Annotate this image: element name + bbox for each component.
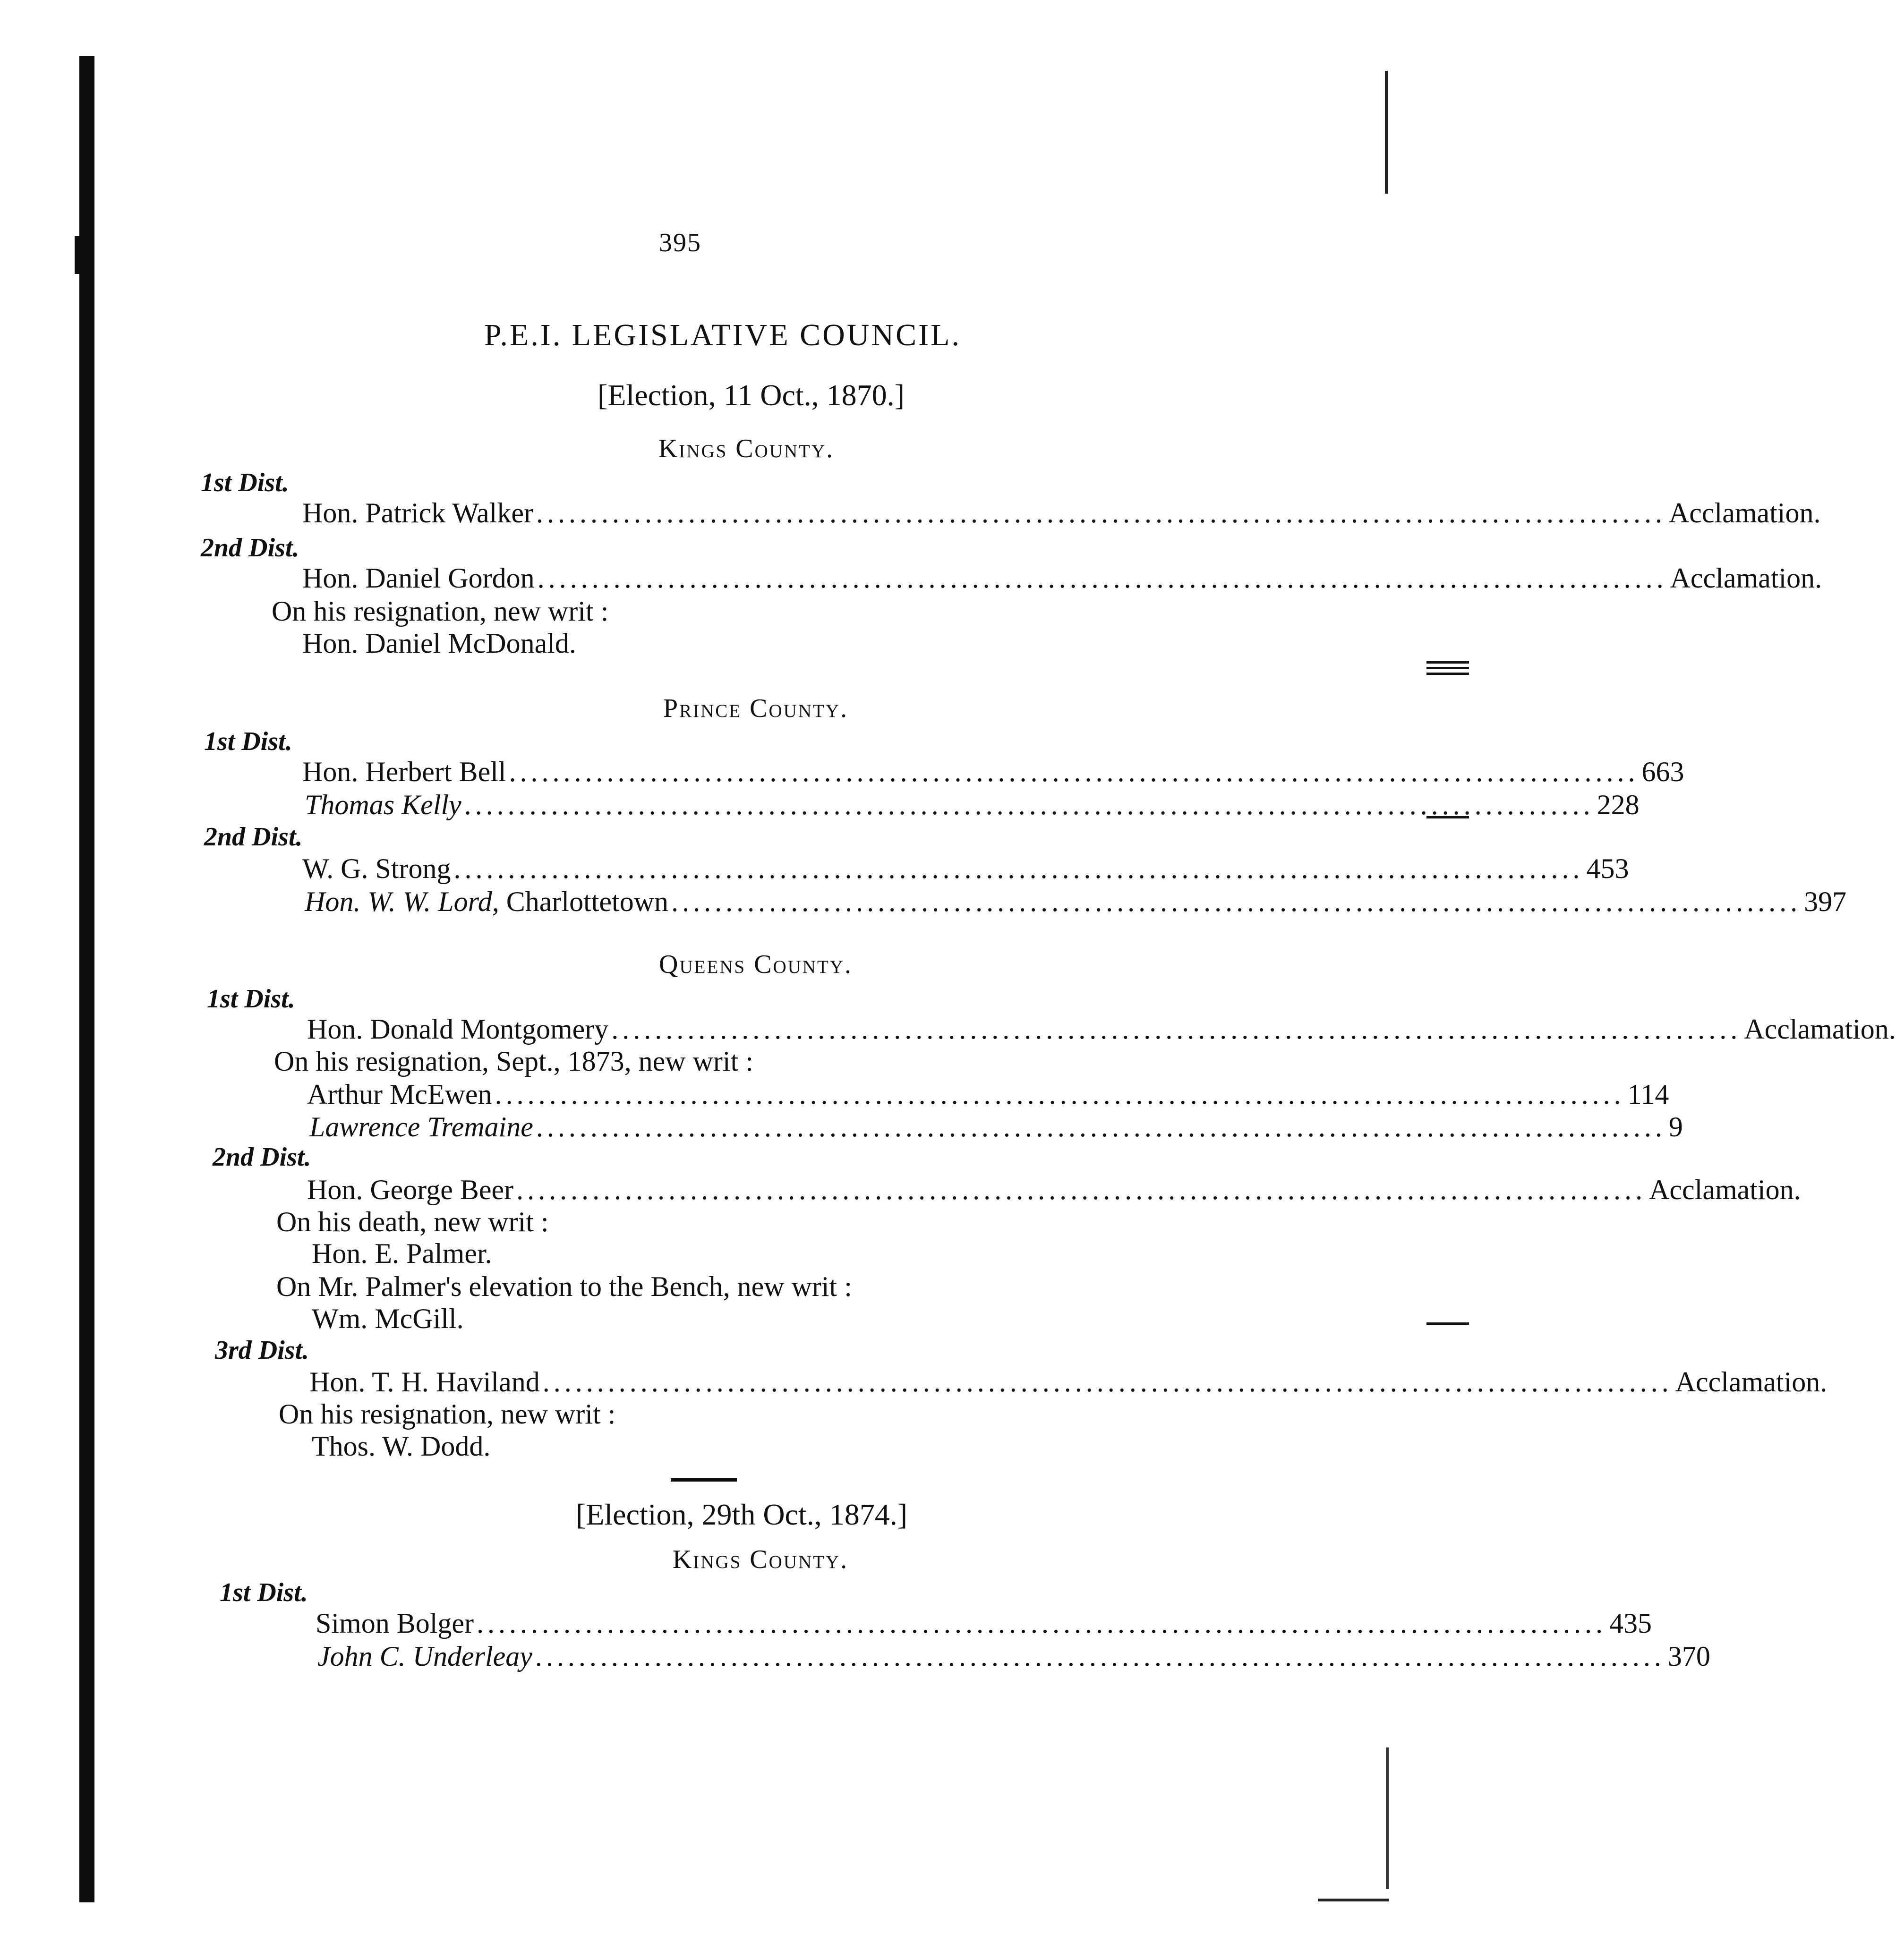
leader-dots: ........................................................................................................: [536, 497, 1666, 528]
candidate-entry: [305, 789, 1640, 821]
candidate-entry: [309, 1366, 1828, 1398]
leader-dots: ........................................................................................................: [537, 562, 1667, 594]
district-label: 2nd Dist.: [204, 822, 303, 852]
county-heading: Kings County.: [658, 434, 835, 463]
candidate-result: 663: [1641, 756, 1684, 787]
county-heading: Kings County.: [672, 1545, 849, 1574]
page-edge-mark: [1318, 1899, 1389, 1901]
candidate-name: Hon. Herbert Bell: [302, 756, 506, 787]
candidate-result: 370: [1667, 1641, 1710, 1672]
district-label: 3rd Dist.: [215, 1336, 309, 1365]
candidate-result: Acclamation.: [1744, 1014, 1896, 1045]
writ-note: On his resignation, new writ :: [272, 596, 609, 627]
candidate-entry: [317, 1640, 1710, 1673]
margin-mark: [1426, 667, 1469, 669]
writ-note: On his resignation, Sept., 1873, new writ :: [274, 1046, 753, 1077]
candidate-entry: [309, 1111, 1683, 1143]
candidate-name: Arthur McEwen: [307, 1079, 492, 1110]
candidate-result: Acclamation.: [1668, 497, 1821, 528]
page-edge-mark: [1386, 1747, 1389, 1889]
candidate-name: Hon. E. Palmer.: [312, 1238, 492, 1269]
candidate-name: Hon. George Beer: [307, 1174, 514, 1205]
leader-dots: ........................................................................................................: [536, 1111, 1666, 1142]
election-heading: [Election, 29th Oct., 1874.]: [575, 1498, 908, 1531]
page-number: 395: [659, 228, 701, 257]
candidate-result: Acclamation.: [1675, 1366, 1828, 1398]
leader-dots: ........................................................................................................: [516, 1174, 1647, 1205]
county-heading: Queens County.: [659, 950, 853, 979]
page-edge-mark: [1385, 71, 1388, 194]
county-heading: Prince County.: [663, 694, 848, 723]
district-label: 2nd Dist.: [213, 1142, 311, 1172]
section-rule: [671, 1478, 737, 1482]
candidate-name: Hon. W. W. Lord,: [305, 886, 499, 917]
leader-dots: ........................................................................................................: [542, 1366, 1673, 1398]
candidate-result: Acclamation.: [1649, 1174, 1801, 1205]
writ-note: On his death, new writ :: [276, 1206, 549, 1237]
election-heading: [Election, 11 Oct., 1870.]: [598, 378, 905, 412]
candidate-result: 397: [1804, 886, 1847, 917]
candidate-entry: [307, 1174, 1801, 1206]
district-label: 1st Dist.: [204, 727, 292, 756]
candidate-entry: [307, 1078, 1669, 1111]
candidate-name: Hon. Daniel Gordon: [302, 562, 535, 594]
candidate-result: 453: [1586, 853, 1629, 884]
leader-dots: ........................................................................................................: [464, 789, 1594, 820]
candidate-name: Wm. McGill.: [312, 1303, 464, 1334]
page-title: P.E.I. LEGISLATIVE COUNCIL.: [484, 318, 961, 352]
candidate-entry: [305, 886, 1847, 918]
district-label: 1st Dist.: [207, 984, 295, 1014]
candidate-place: Charlottetown: [499, 886, 669, 917]
leader-dots: ........................................................................................................: [535, 1641, 1665, 1672]
margin-mark: [1426, 661, 1469, 664]
candidate-entry: [302, 497, 1821, 529]
candidate-name: Thomas Kelly: [305, 789, 461, 820]
leader-dots: ........................................................................................................: [671, 886, 1802, 917]
candidate-result: 435: [1609, 1608, 1652, 1639]
candidate-entry: [316, 1607, 1652, 1640]
district-label: 1st Dist.: [220, 1578, 308, 1607]
candidate-result: Acclamation.: [1670, 562, 1822, 594]
leader-dots: ........................................................................................................: [495, 1079, 1625, 1110]
candidate-name: Lawrence Tremaine: [309, 1111, 533, 1142]
candidate-name: Hon. T. H. Haviland: [309, 1366, 540, 1398]
candidate-name: Hon. Patrick Walker: [302, 497, 533, 528]
candidate-name: W. G. Strong: [302, 853, 451, 884]
leader-dots: ........................................................................................................: [509, 756, 1639, 787]
candidate-name: Thos. W. Dodd.: [312, 1431, 491, 1462]
candidate-name: John C. Underleay: [317, 1641, 532, 1672]
candidate-name: Hon. Donald Montgomery: [307, 1014, 609, 1045]
candidate-result: 228: [1597, 789, 1640, 820]
candidate-entry: [307, 1013, 1896, 1046]
candidate-entry: [302, 562, 1822, 595]
margin-mark: [1426, 673, 1469, 675]
leader-dots: ........................................................................................................: [477, 1608, 1607, 1639]
district-label: 1st Dist.: [201, 468, 289, 497]
candidate-entry: [302, 852, 1629, 885]
leader-dots: ........................................................................................................: [611, 1014, 1742, 1045]
writ-note: On Mr. Palmer's elevation to the Bench, new writ :: [276, 1271, 852, 1302]
writ-note: On his resignation, new writ :: [279, 1398, 616, 1430]
binding-notch: [75, 236, 80, 274]
candidate-name: Hon. Daniel McDonald.: [302, 628, 576, 659]
leader-dots: ........................................................................................................: [453, 853, 1584, 884]
candidate-result: 114: [1627, 1079, 1669, 1110]
candidate-name: Simon Bolger: [316, 1608, 474, 1639]
district-label: 2nd Dist.: [201, 533, 299, 562]
margin-mark: [1426, 1322, 1469, 1325]
candidate-entry: [302, 756, 1684, 788]
candidate-result: 9: [1668, 1111, 1683, 1142]
